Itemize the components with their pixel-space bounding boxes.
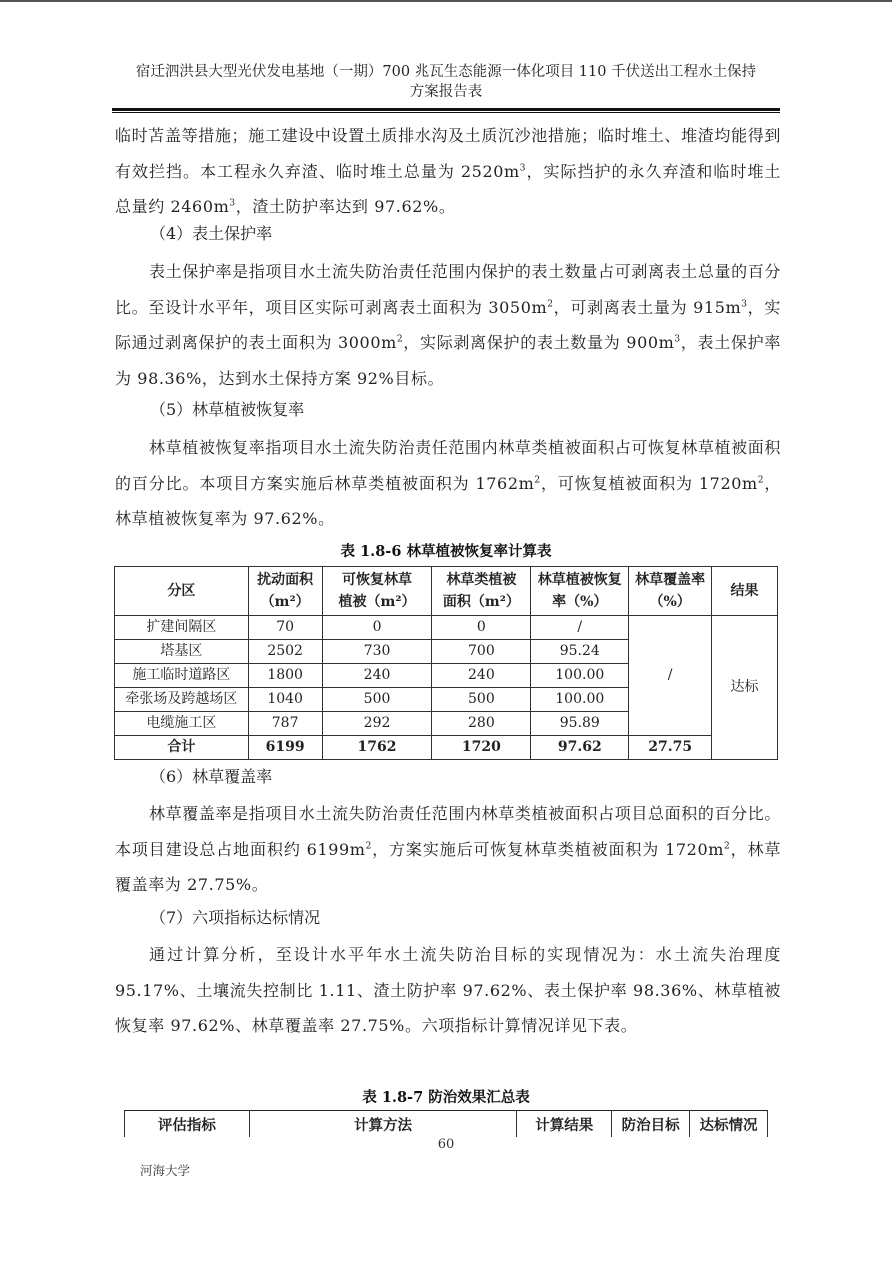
restoration-rate-cell: 100.00 [531, 688, 629, 712]
restoration-rate-cell: 95.89 [531, 712, 629, 736]
header-cell [248, 567, 322, 616]
page-number: 60 [437, 1137, 455, 1152]
table-total-row [115, 736, 778, 760]
header-text: 林草覆盖率 [635, 572, 706, 588]
header-unit: 面积（m²） [442, 594, 520, 610]
text-run: ，实际剥离保护的表土数量为 900m [403, 333, 675, 352]
restorable-area-cell: 500 [322, 688, 432, 712]
zone-cell: 塔基区 [115, 640, 249, 664]
text-run: 能得到有效拦挡。本工程永久弃渣、临时堆土总量为 2520m [115, 126, 781, 181]
superscript: 2 [724, 841, 731, 852]
header-cell-target: 防治目标 [612, 1111, 690, 1138]
text-run: ，林草植被恢复率为 97.62%。 [115, 473, 781, 528]
text-run: 林草覆盖率是指项目水土流失防治责任范围内林草类植被面积占项目总面积的百分比。本项目建设总占地面积约 6199m [115, 804, 781, 859]
text-run: ，可剥离表土量为 915m [553, 297, 742, 317]
table-header-row [125, 1111, 768, 1138]
text-run: ，表土保护率为 98.36%，达到水土保持方案 92%目标。 [115, 333, 781, 388]
header-cell [432, 567, 531, 616]
restoration-rate-cell: 100.00 [531, 664, 629, 688]
superscript: 2 [365, 841, 372, 852]
superscript: 2 [396, 334, 404, 345]
prevention-effect-summary-table [124, 1110, 768, 1137]
text-run: 临时苫盖等措施；施工建设中设置土质排水沟及土质沉沙池措施；临时堆土、堆渣均 [115, 126, 732, 145]
zone-cell: 电缆施工区 [115, 712, 249, 736]
header-unit: 植被（m²） [338, 594, 416, 610]
superscript: 2 [547, 299, 554, 310]
disturbed-area-cell: 70 [248, 616, 322, 640]
header-cell-indicator: 评估指标 [125, 1111, 250, 1138]
running-header [110, 62, 782, 102]
total-vegetation-area-cell: 1720 [432, 736, 531, 760]
header-cell [712, 567, 778, 616]
restorable-area-cell: 0 [322, 616, 432, 640]
total-disturbed-area-cell: 6199 [248, 736, 322, 760]
superscript: 3 [229, 198, 236, 209]
text-run: ，实际通过剥离保护的表土面积为 3000m [115, 297, 781, 352]
superscript: 3 [741, 299, 748, 310]
header-cell [629, 567, 712, 616]
vegetation-area-cell: 240 [432, 664, 531, 688]
result-merged-cell: 达标 [712, 616, 778, 760]
paragraph-slag-protection [115, 118, 781, 225]
table-row [115, 616, 778, 640]
text-run: ，渣土防护率达到 97.62%。 [235, 197, 456, 216]
text-run: 林草植被恢复率指项目水土流失防治责任范围内林草类植被面积占可恢复林草植被面积的百分比。本项目方案实施后林草类植被面积为 1762m [115, 438, 781, 493]
disturbed-area-cell: 1800 [248, 664, 322, 688]
header-text: 林草植被恢复 [537, 572, 622, 588]
header-unit: （%） [649, 594, 691, 610]
paragraph-vegetation-restoration [115, 430, 781, 537]
paragraph-six-indicators: 通过计算分析，至设计水平年水土流失防治目标的实现情况为：水土流失治理度 95.17%、土壤流失控制比 1.11、渣土防护率 97.62%、表土保护率 98.36%、林草植被恢复率 97.62%、林草覆盖率 27.75%。六项指标计算情况详见下表。 [115, 945, 781, 1035]
superscript: 2 [534, 475, 541, 486]
restorable-area-cell: 292 [322, 712, 432, 736]
text-run: ，可恢复植被面积为 1720m [540, 473, 758, 493]
table-caption-1-8-6: 表 1.8-6 林草植被恢复率计算表 [340, 543, 552, 560]
section-heading-six-indicators: （7）六项指标达标情况 [150, 908, 321, 927]
header-text: 扰动面积 [257, 572, 314, 588]
text-run: ，林草覆盖率为 27.75%。 [115, 839, 781, 894]
disturbed-area-cell: 787 [248, 712, 322, 736]
header-unit: 率（%） [552, 594, 608, 610]
disturbed-area-cell: 2502 [248, 640, 322, 664]
zone-cell: 牵张场及跨越场区 [115, 688, 249, 712]
superscript: 3 [674, 334, 681, 345]
total-restorable-area-cell: 1762 [322, 736, 432, 760]
header-cell [531, 567, 629, 616]
header-cell-result: 计算结果 [517, 1111, 612, 1138]
total-restoration-rate-cell: 97.62 [531, 736, 629, 760]
header-cell-status: 达标情况 [690, 1111, 768, 1138]
text-run: ，实际挡护的永久弃渣和 [526, 161, 714, 181]
restoration-rate-cell: / [531, 616, 629, 640]
header-title-line1: 宿迁泗洪县大型光伏发电基地（一期）700 兆瓦生态能源一体化项目 110 千伏送出工程水土保持 [135, 64, 757, 80]
superscript: 2 [757, 475, 765, 486]
paragraph-vegetation-coverage [115, 796, 781, 903]
page-top-border [0, 0, 892, 2]
restoration-rate-cell: 95.24 [531, 640, 629, 664]
section-heading-vegetation-coverage: （6）林草覆盖率 [150, 767, 273, 786]
header-cell [322, 567, 432, 616]
restorable-area-cell: 730 [322, 640, 432, 664]
header-unit: （m²） [260, 594, 310, 610]
total-coverage-rate-cell: 27.75 [629, 736, 712, 760]
zone-cell: 扩建间隔区 [115, 616, 249, 640]
vegetation-area-cell: 280 [432, 712, 531, 736]
table-header-row [115, 567, 778, 616]
paragraph-topsoil [115, 254, 781, 396]
vegetation-restoration-table [114, 566, 778, 760]
restorable-area-cell: 240 [322, 664, 432, 688]
header-text: 林草类植被 [446, 572, 517, 588]
coverage-rate-merged-cell: / [629, 616, 712, 736]
vegetation-area-cell: 0 [432, 616, 531, 640]
vegetation-area-cell: 500 [432, 688, 531, 712]
footer-institution: 河海大学 [140, 1163, 191, 1178]
vegetation-area-cell: 700 [432, 640, 531, 664]
disturbed-area-cell: 1040 [248, 688, 322, 712]
superscript: 3 [519, 163, 527, 174]
header-title-line2: 方案报告表 [409, 84, 483, 100]
header-text: 结果 [730, 583, 759, 599]
table-caption-1-8-7: 表 1.8-7 防治效果汇总表 [362, 1089, 530, 1106]
header-text: 可恢复林草 [342, 572, 413, 588]
header-text: 分区 [167, 583, 196, 599]
header-rule [112, 108, 780, 113]
text-run: 临时堆土总量约 2460m [115, 161, 781, 216]
zone-cell: 施工临时道路区 [115, 664, 249, 688]
section-heading-topsoil: （4）表土保护率 [150, 224, 273, 243]
total-label-cell: 合计 [115, 736, 249, 760]
text-run: ，方案实施后可恢复林草类植被面积为 1720m [371, 839, 725, 859]
header-cell-method: 计算方法 [249, 1111, 517, 1138]
section-heading-vegetation-restoration: （5）林草植被恢复率 [150, 400, 305, 419]
text-run: 表土保护率是指项目水土流失防治责任范围内保护的表土数量占可剥离表土总量的百分比。至设计水平年，项目区实际可剥离表土面积为 3050m [115, 262, 781, 317]
header-cell [115, 567, 249, 616]
